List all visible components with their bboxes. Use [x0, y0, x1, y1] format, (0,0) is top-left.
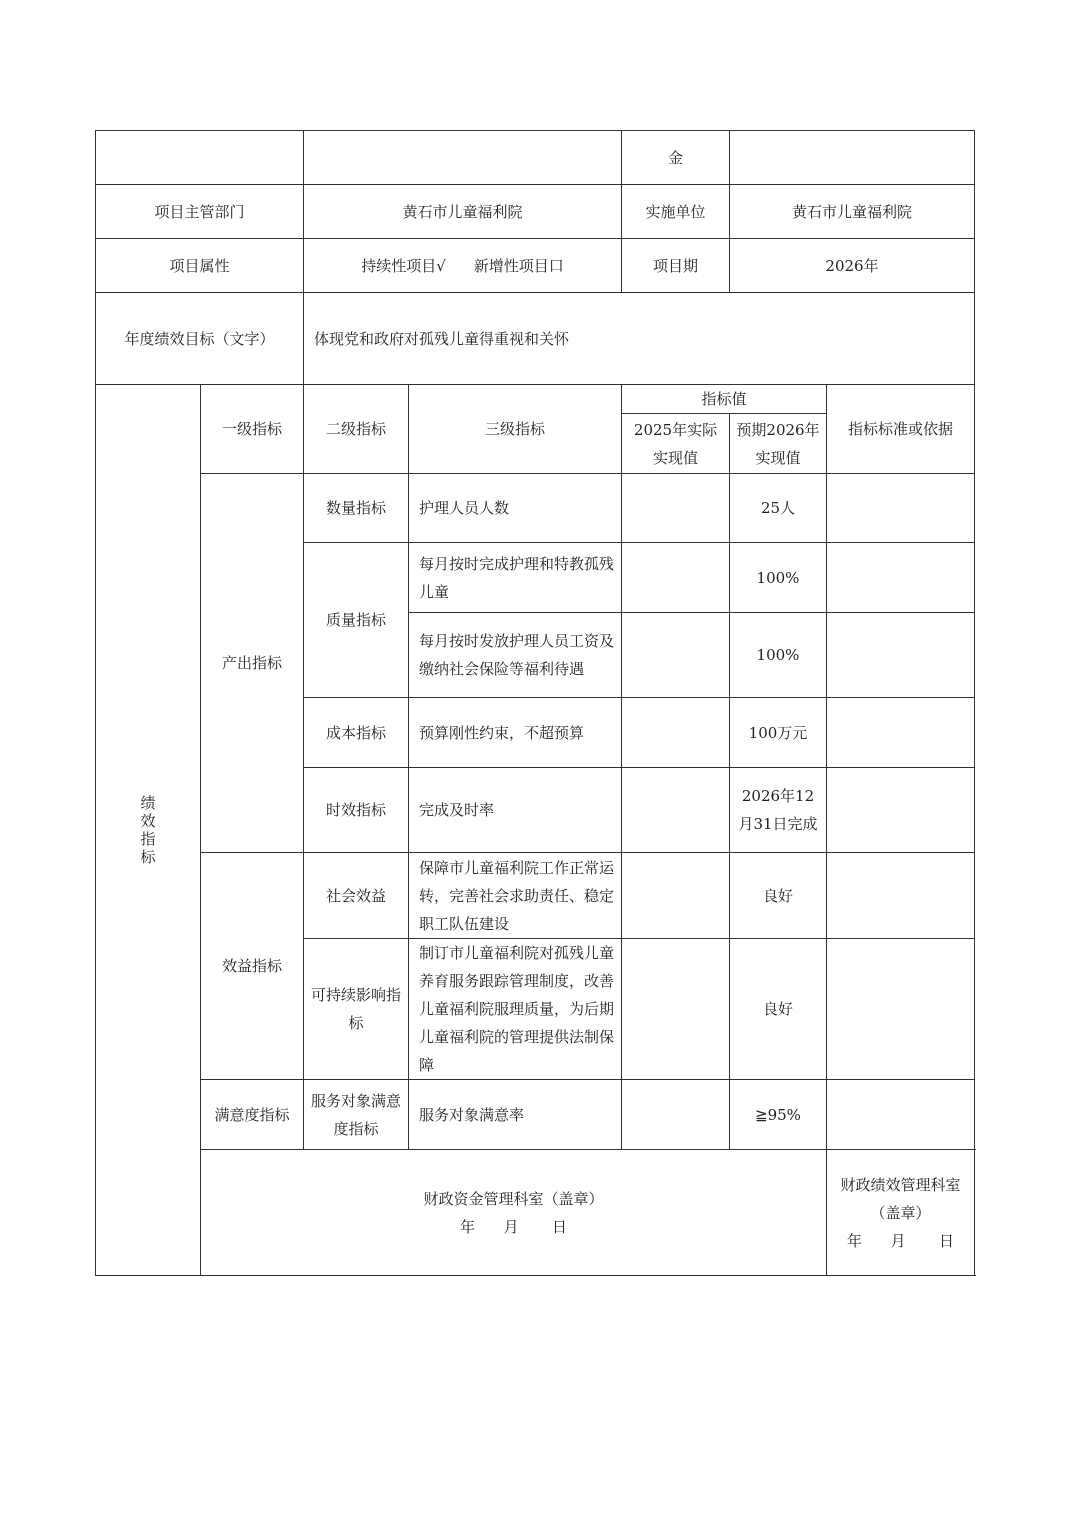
period-value: 2026年	[730, 239, 975, 293]
period-label: 项目期	[622, 239, 730, 293]
performance-target-table	[95, 130, 975, 1276]
basis-cell	[827, 613, 975, 698]
basis-cell	[827, 1080, 975, 1150]
actual-cell	[622, 698, 730, 768]
level3-cell: 每月按时发放护理人员工资及缴纳社会保险等福利待遇	[409, 613, 622, 698]
level2-cell: 服务对象满意度指标	[304, 1080, 409, 1150]
basis-cell	[827, 853, 975, 939]
col-expected-2026: 预期2026年实现值	[730, 414, 827, 474]
col-level1: 一级指标	[201, 385, 304, 474]
expected-cell: 100%	[730, 543, 827, 613]
level2-cell: 质量指标	[304, 543, 409, 698]
level3-cell: 预算刚性约束，不超预算	[409, 698, 622, 768]
signature-left	[201, 1150, 827, 1276]
col-level2: 二级指标	[304, 385, 409, 474]
date-year: 年	[459, 1217, 475, 1236]
attr-value	[304, 239, 622, 293]
actual-cell	[622, 474, 730, 543]
blank-cell	[96, 131, 304, 185]
actual-cell	[622, 1080, 730, 1150]
level2-cell: 成本指标	[304, 698, 409, 768]
basis-cell	[827, 543, 975, 613]
dept-value: 黄石市儿童福利院	[304, 185, 622, 239]
signature-right	[827, 1150, 975, 1276]
level1-satisfaction: 满意度指标	[201, 1080, 304, 1150]
header-fund-label: 金	[622, 131, 730, 185]
level2-cell: 时效指标	[304, 768, 409, 853]
level3-cell: 护理人员人数	[409, 474, 622, 543]
col-actual-2025: 2025年实际实现值	[622, 414, 730, 474]
basis-cell	[827, 939, 975, 1080]
date-year: 年	[846, 1231, 862, 1250]
signature-left-title: 财政资金管理科室（盖章）	[423, 1189, 604, 1208]
actual-cell	[622, 613, 730, 698]
level3-cell: 每月按时完成护理和特教孤残儿童	[409, 543, 622, 613]
basis-cell	[827, 768, 975, 853]
expected-cell: 100%	[730, 613, 827, 698]
basis-cell	[827, 474, 975, 543]
goal-label: 年度绩效目标（文字）	[96, 293, 304, 385]
level3-cell: 保障市儿童福利院工作正常运转，完善社会求助责任、稳定职工队伍建设	[409, 853, 622, 939]
signature-right-title: 财政绩效管理科室（盖章）	[840, 1175, 961, 1222]
expected-cell: 25人	[730, 474, 827, 543]
impl-label: 实施单位	[622, 185, 730, 239]
expected-cell: ≧95%	[730, 1080, 827, 1150]
level2-cell: 可持续影响指标	[304, 939, 409, 1080]
actual-cell	[622, 768, 730, 853]
actual-cell	[622, 543, 730, 613]
level3-cell: 服务对象满意率	[409, 1080, 622, 1150]
level3-cell: 完成及时率	[409, 768, 622, 853]
expected-cell: 良好	[730, 853, 827, 939]
indicators-side-label	[96, 385, 201, 1276]
blank-cell	[304, 131, 622, 185]
blank-cell	[730, 131, 975, 185]
actual-cell	[622, 939, 730, 1080]
signature-right-date	[833, 1227, 968, 1255]
indicators-side-text: 绩效指标	[140, 794, 156, 866]
expected-cell: 良好	[730, 939, 827, 1080]
col-basis: 指标标准或依据	[827, 385, 975, 474]
col-value-group: 指标值	[622, 385, 827, 414]
level2-cell: 数量指标	[304, 474, 409, 543]
date-month: 月	[890, 1231, 906, 1250]
expected-cell: 2026年12月31日完成	[730, 768, 827, 853]
basis-cell	[827, 698, 975, 768]
date-month: 月	[503, 1217, 519, 1236]
level2-cell: 社会效益	[304, 853, 409, 939]
date-day: 日	[939, 1231, 955, 1250]
level1-output: 产出指标	[201, 474, 304, 853]
actual-cell	[622, 853, 730, 939]
expected-cell: 100万元	[730, 698, 827, 768]
goal-value: 体现党和政府对孤残儿童得重视和关怀	[304, 293, 975, 385]
dept-label: 项目主管部门	[96, 185, 304, 239]
col-level3: 三级指标	[409, 385, 622, 474]
signature-left-date	[207, 1213, 820, 1241]
attr-new: 新增性项目口	[473, 256, 564, 275]
level3-cell: 制订市儿童福利院对孤残儿童养育服务跟踪管理制度，改善儿童福利院服理质量，为后期儿童福利院的管理提供法制保障	[409, 939, 622, 1080]
date-day: 日	[552, 1217, 568, 1236]
impl-value: 黄石市儿童福利院	[730, 185, 975, 239]
attr-continuing: 持续性项目√	[361, 256, 446, 275]
attr-label: 项目属性	[96, 239, 304, 293]
level1-benefit: 效益指标	[201, 853, 304, 1080]
